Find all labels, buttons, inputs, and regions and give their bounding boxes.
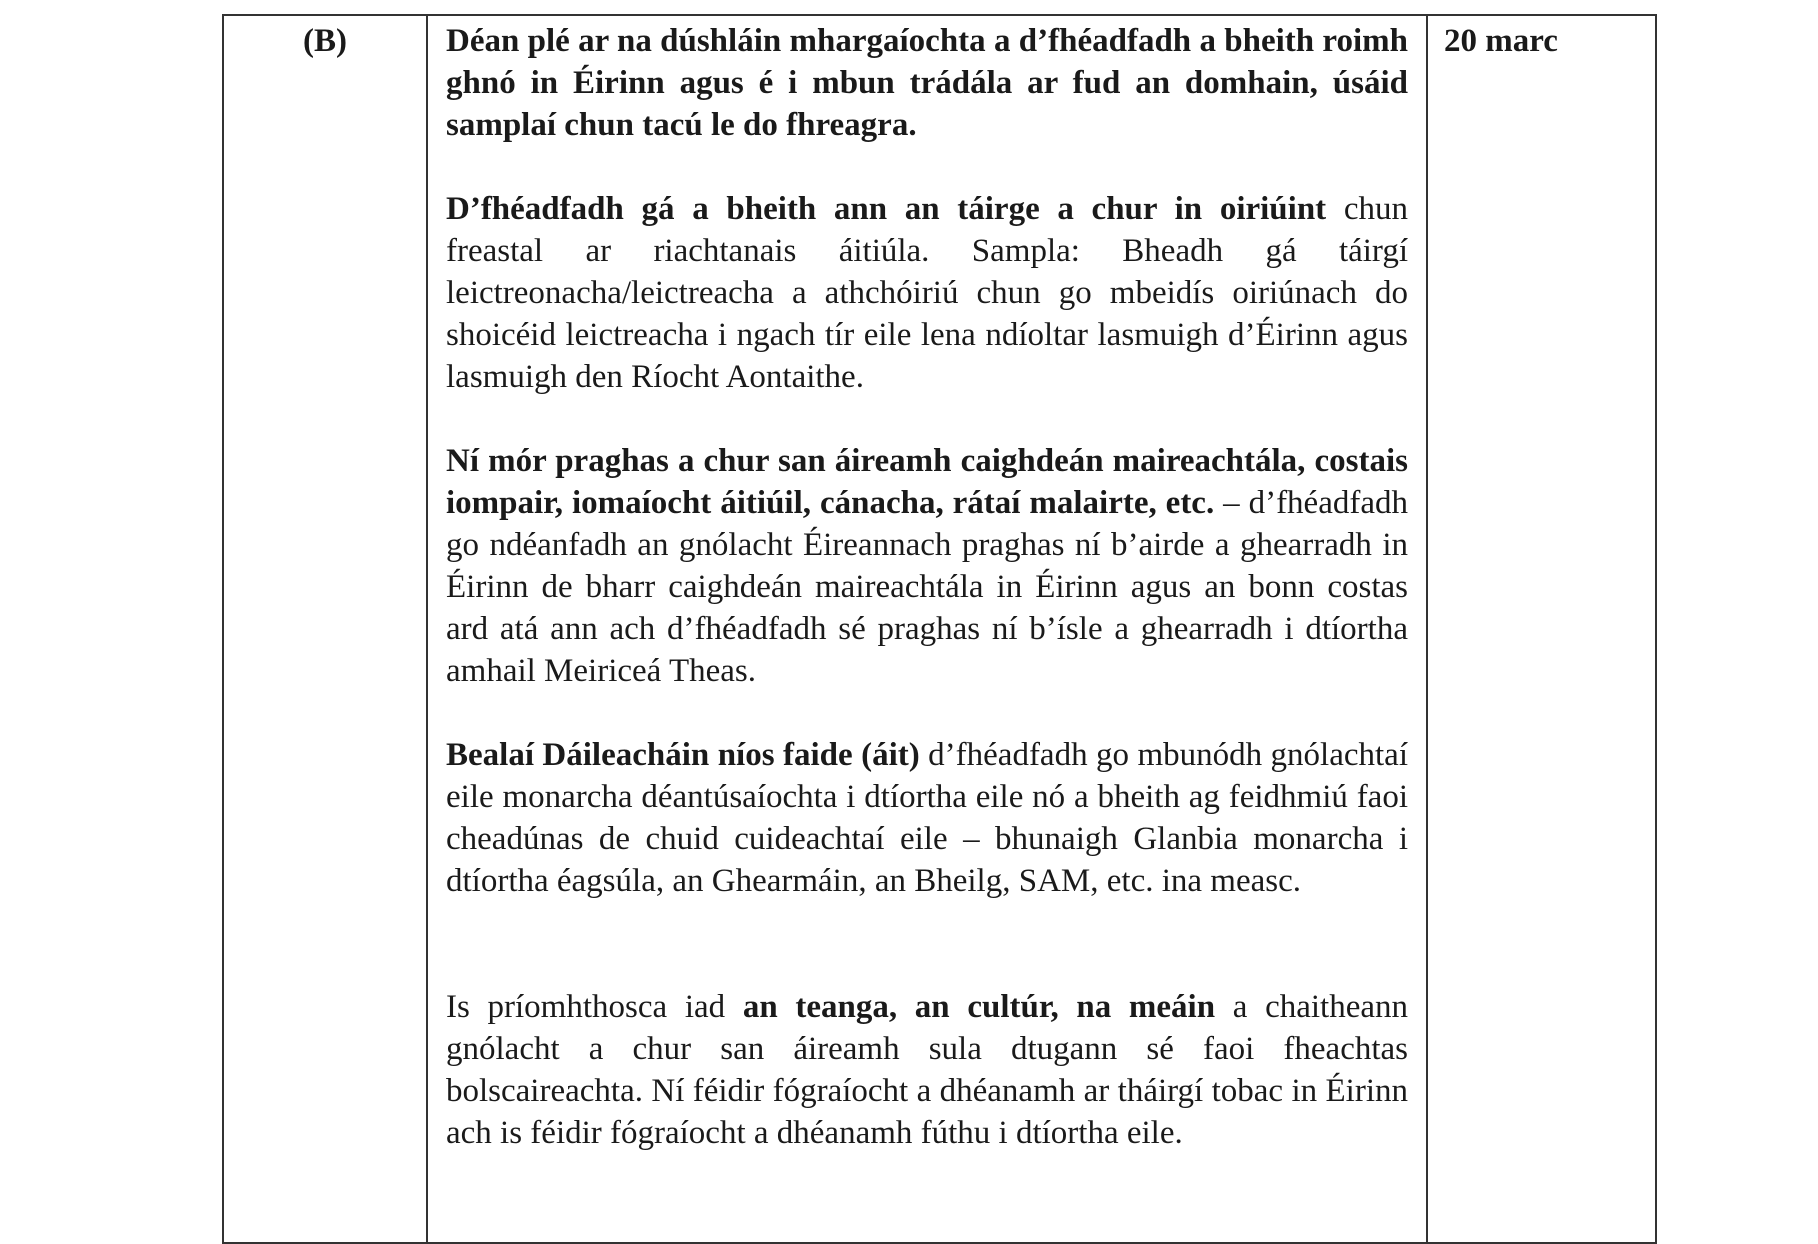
marking-scheme-table bbox=[222, 14, 1657, 1244]
point-text: – d’fhéadfadh go ndéanfadh an gnólacht Éireannach praghas ní b’airde a ghearradh in Éirinn de bharr caighdeán maireachtála in Éirinn agus an bonn costas ard atá ann ach d’fhéadfadh sé praghas ní b’ísle a ghearradh i dtíortha amhail Meiriceá Theas. bbox=[446, 485, 1408, 689]
point-text: a chaitheann gnólacht a chur san áireamh sula dtugann sé faoi fheachtas bolscaireachta. Ní féidir fógraíocht a dhéanamh ar tháirgí tobac in Éirinn ach is féidir fógraíocht a dhéanamh fúthu i dtíortha eile. bbox=[446, 989, 1408, 1151]
question-text: Déan plé ar na dúshláin mhargaíochta a d’fhéadfadh a bheith roimh ghnó in Éirinn agus é i mbun trádála ar fud an domhain, úsáid samplaí chun tacú le do fhreagra. bbox=[446, 23, 1408, 143]
answer-body bbox=[427, 15, 1427, 1243]
point-language-culture bbox=[446, 986, 1408, 1154]
point-adaptation bbox=[446, 188, 1408, 398]
point-prefix: Is príomhthosca iad bbox=[446, 989, 743, 1025]
question-row bbox=[223, 15, 1656, 1243]
point-heading: an teanga, an cultúr, na meáin bbox=[742, 989, 1216, 1025]
point-text: chun freastal ar riachtanais áitiúla. Sampla: Bheadh gá táirgí leictreonacha/leictreacha a athchóiriú chun go mbeidís oiriúnach do shoicéid leictreacha i ngach tír eile lena ndíoltar lasmuigh d’Éirinn agus lasmuigh den Ríocht Aontaithe. bbox=[446, 191, 1408, 395]
point-pricing bbox=[446, 440, 1408, 692]
point-heading: Bealaí Dáileacháin níos faide (áit) bbox=[446, 737, 920, 773]
point-heading: Ní mór praghas a chur san áireamh caighdeán maireachtála, costais iompair, iomaíocht áitiúil, cánacha, rátaí malairte, etc. bbox=[446, 443, 1408, 521]
part-label: (B) bbox=[223, 15, 427, 1243]
marks-allocation: 20 marc bbox=[1427, 15, 1656, 1243]
point-distribution bbox=[446, 734, 1408, 902]
point-heading: D’fhéadfadh gá a bheith ann an táirge a chur in oiriúint bbox=[446, 191, 1327, 227]
point-text: d’fhéadfadh go mbunódh gnólachtaí eile monarcha déantúsaíochta i dtíortha eile nó a bheith ag feidhmiú faoi cheadúnas de chuid cuideachtaí eile – bhunaigh Glanbia monarcha i dtíortha éagsúla, an Ghearmáin, an Bheilg, SAM, etc. ina measc. bbox=[446, 737, 1408, 899]
